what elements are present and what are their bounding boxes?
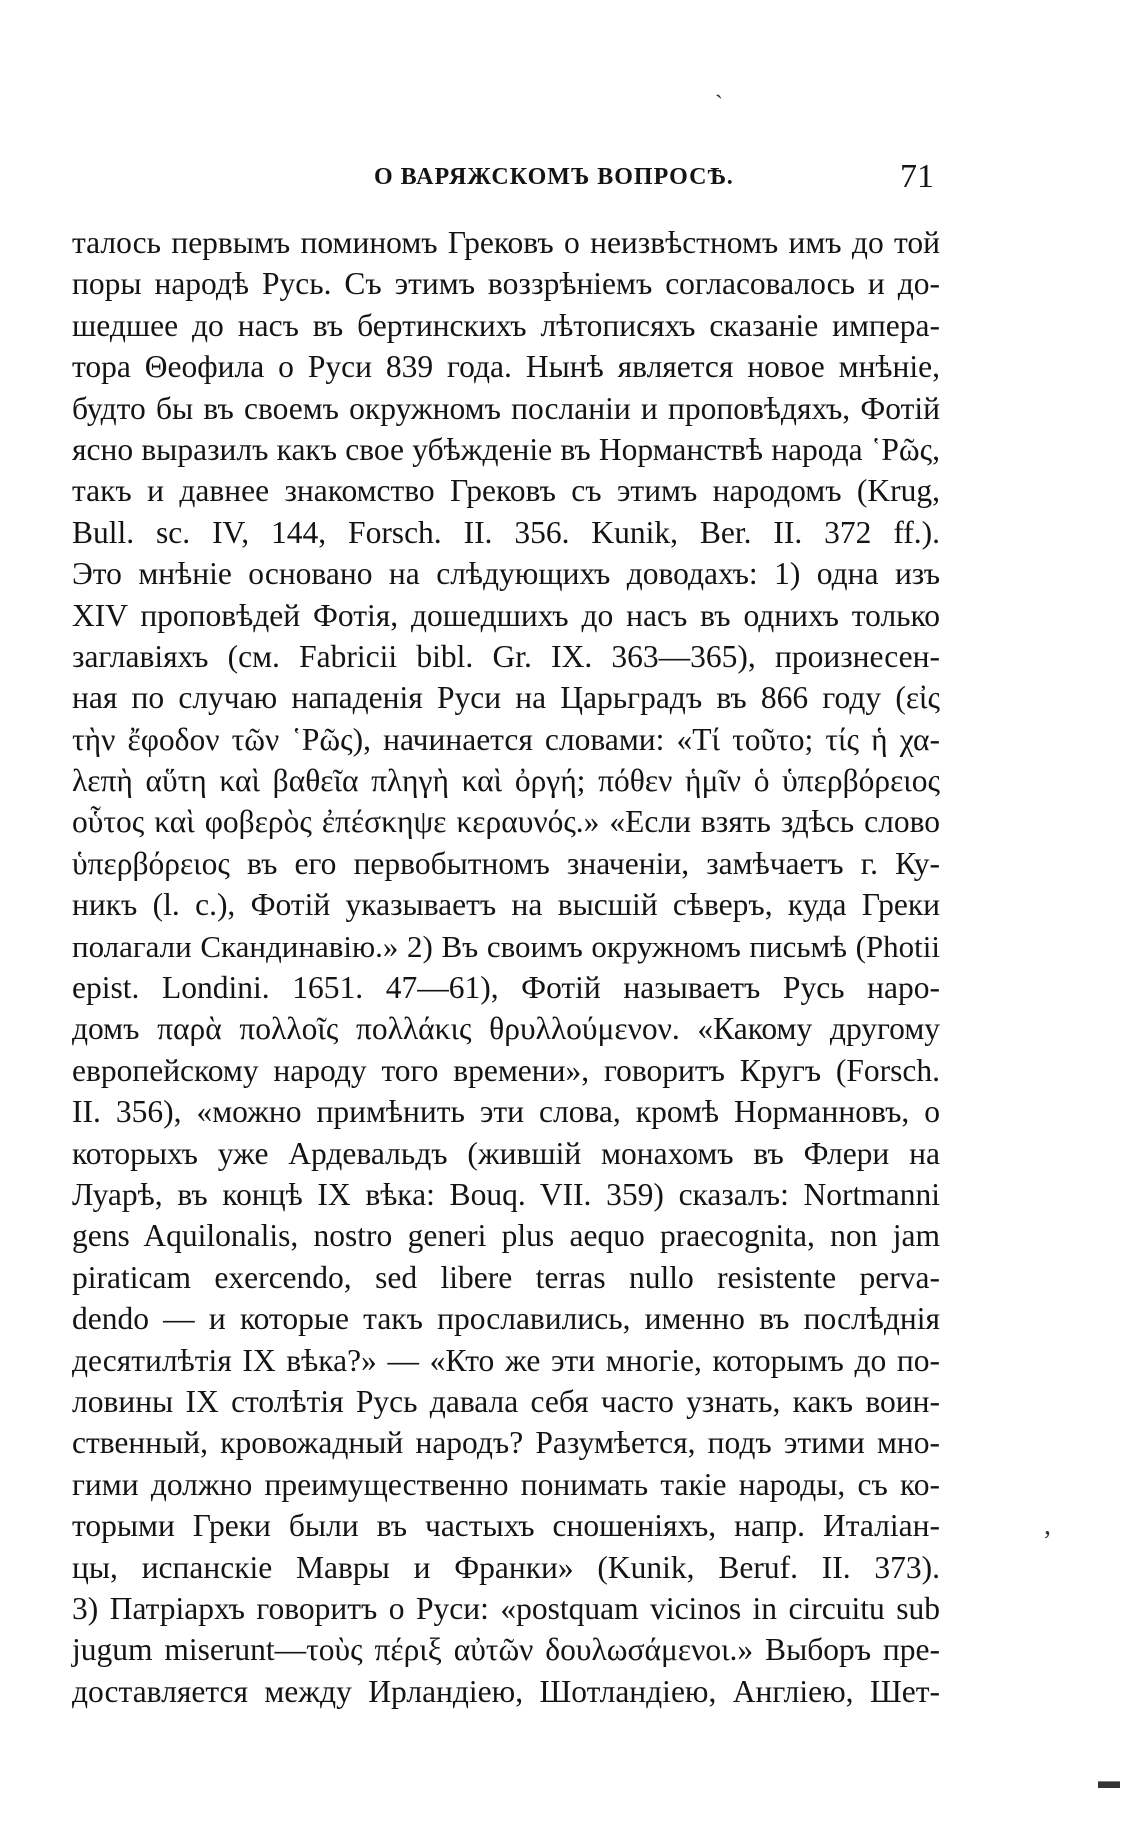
text-line: заглавіяхъ (см. Fabricii bibl. Gr. IX. 363—365), произнесен- [72,638,940,674]
text-line: которыхъ уже Ардевальдъ (жившій монахомъ въ Флери на [72,1135,940,1171]
text-line: торыми Греки были въ частыхъ сношеніяхъ, напр. Италіан- [72,1508,940,1544]
text-line: Bull. sc. IV, 144, Forsch. II. 356. Kunik, Ber. II. 372 ff.). [72,514,940,550]
text-line: европейскому народу того времени», говоритъ Кругъ (Forsch. [72,1052,940,1088]
body-text [72,222,940,1712]
text-line: II. 356), «можно примѣнить эти слова, кромѣ Норманновъ, о [72,1094,940,1130]
text-line: λεπὴ αὕτη καὶ βαθεῖα πληγὴ καὶ ὀργή; πόθεν ἡμῖν ὁ ὑπερβόρειος [72,763,940,799]
text-line: полагали Скандинавію.» 2) Въ своимъ окружномъ письмѣ (Photii [72,928,940,964]
stray-mark-top: ` [715,92,723,118]
text-line: шедшее до насъ въ бертинскихъ лѣтописяхъ сказаніе импера- [72,307,940,343]
page-number: 71 [900,158,934,195]
text-line: οὗτος καὶ φοβερὸς ἐπέσκηψε κεραυνός.» «Если взять здѣсь слово [72,804,940,840]
text-line: цы, испанскіе Мавры и Франки» (Kunik, Beruf. II. 373). [72,1549,940,1585]
text-line: jugum miserunt—τοὺς πέριξ αὐτῶν δουλωσάμενοι.» Выборъ пре- [72,1632,940,1668]
text-line: десятилѣтія IX вѣка?» — «Кто же эти многіе, которымъ до по- [72,1342,940,1378]
text-line: гими должно преимущественно понимать такіе народы, съ ко- [72,1466,940,1502]
text-line: домъ παρὰ πολλοῖς πολλάκις θρυλλούμενον. «Какому другому [72,1011,940,1047]
text-line: поры народѣ Русь. Съ этимъ воззрѣніемъ согласовалось и до- [72,266,940,302]
stray-mark-comma: , [1044,1510,1051,1541]
text-line: ная по случаю нападенія Руси на Царьградъ въ 866 году (εἰς [72,680,940,716]
text-line: epist. Londini. 1651. 47—61), Фотій называетъ Русь наро- [72,970,940,1006]
text-line: ὑπερβόρειος въ его первобытномъ значеніи, замѣчаетъ г. Ку- [72,845,940,881]
text-line: Луарѣ, въ концѣ IX вѣка: Bouq. VII. 359) сказалъ: Nortmanni [72,1176,940,1212]
text-line: ственный, кровожадный народъ? Разумѣется, подъ этими мно- [72,1425,940,1461]
stray-mark-corner: ▬ [1098,1768,1120,1793]
text-line: никъ (l. c.), Фотій указываетъ на высшій сѣверъ, куда Греки [72,887,940,923]
text-line: ловины IX столѣтія Русь давала себя часто узнать, какъ воин- [72,1383,940,1419]
text-line: dendo — и которые такъ прославились, именно въ послѣднія [72,1301,940,1337]
text-line: τὴν ἔφοδον τῶν ῾Ρῶς), начинается словами: «Τί τοῦτο; τίς ἡ χα- [72,721,940,757]
text-line: gens Aquilonalis, nostro generi plus aequo praecognita, non jam [72,1218,940,1254]
text-line: 3) Патріархъ говоритъ о Руси: «postquam vicinos in circuitu sub [72,1590,940,1626]
text-line: тора Θеофила о Руси 839 года. Нынѣ является новое мнѣніе, [72,349,940,385]
text-line: piraticam exercendo, sed libere terras nullo resistente perva- [72,1259,940,1295]
text-line: будто бы въ своемъ окружномъ посланіи и проповѣдяхъ, Фотій [72,390,940,426]
text-line: доставляется между Ирландіею, Шотландіею, Англіею, Шет- [72,1673,940,1709]
text-line: XIV проповѣдей Фотія, дошедшихъ до насъ въ однихъ только [72,597,940,633]
text-line: ясно выразилъ какъ свое убѣжденіе въ Норманствѣ народа ῾Ρῶς, [72,431,940,467]
text-line: такъ и давнее знакомство Грековъ съ этимъ народомъ (Krug, [72,473,940,509]
running-title: О ВАРЯЖСКОМЪ ВОПРОСѢ. [374,164,734,190]
text-line: Это мнѣніе основано на слѣдующихъ доводахъ: 1) одна изъ [72,556,940,592]
text-line: талось первымъ поминомъ Грековъ о неизвѣстномъ имъ до той [72,225,940,260]
